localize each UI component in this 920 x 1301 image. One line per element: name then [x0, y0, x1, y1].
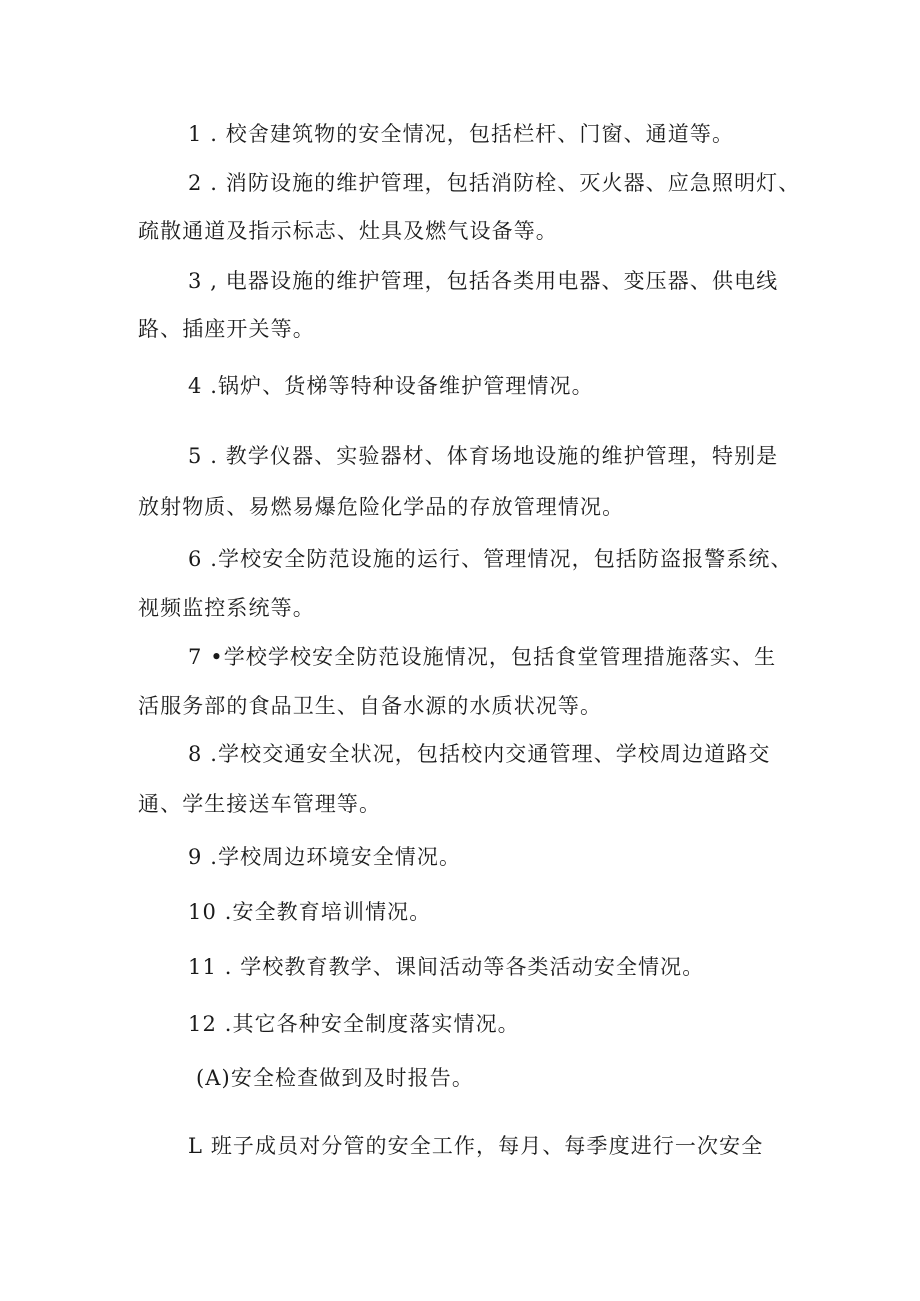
item-1-line-1: 1 . 校舍建筑物的安全情况，包括栏杆、门窗、通道等。	[188, 122, 735, 146]
item-6-line-1: 6 .学校安全防范设施的运行、管理情况，包括防盗报警系统、	[188, 547, 793, 571]
item-8-line-1: 8 .学校交通安全状况，包括校内交通管理、学校周边道路交	[188, 742, 771, 766]
item-4-line-1: 4 .锅炉、货梯等特种设备维护管理情况。	[188, 374, 594, 398]
item-12-line-1: 12 .其它各种安全制度落实情况。	[188, 1012, 520, 1036]
item-9-line-1: 9 .学校周边环境安全情况。	[188, 845, 462, 869]
paragraph-l-line-1: L 班子成员对分管的安全工作，每月、每季度进行一次安全	[188, 1134, 764, 1158]
item-7-line-2: 活服务部的食品卫生、自备水源的水质状况等。	[138, 694, 603, 718]
item-10-line-1: 10 .安全教育培训情况。	[188, 900, 432, 924]
item-6-line-2: 视频监控系统等。	[138, 596, 315, 620]
item-2-line-2: 疏散通道及指示标志、灶具及燃气设备等。	[138, 219, 558, 243]
item-3-line-2: 路、插座开关等。	[138, 317, 315, 341]
item-5-line-2: 放射物质、易燃易爆危险化学品的存放管理情况。	[138, 495, 625, 519]
item-8-line-2: 通、学生接送车管理等。	[138, 792, 382, 816]
item-7-line-1: 7 •学校学校安全防范设施情况，包括食堂管理措施落实、生	[188, 645, 777, 669]
item-2-line-1: 2 . 消防设施的维护管理，包括消防栓、灭火器、应急照明灯、	[188, 171, 801, 195]
item-3-line-1: 3 , 电器设施的维护管理，包括各类用电器、变压器、供电线	[188, 269, 779, 293]
item-5-line-1: 5 . 教学仪器、实验器材、体育场地设施的维护管理，特别是	[188, 444, 779, 468]
item-11-line-1: 11 . 学校教育教学、课间活动等各类活动安全情况。	[188, 955, 705, 979]
section-a-heading: (A)安全检查做到及时报告。	[196, 1066, 474, 1090]
